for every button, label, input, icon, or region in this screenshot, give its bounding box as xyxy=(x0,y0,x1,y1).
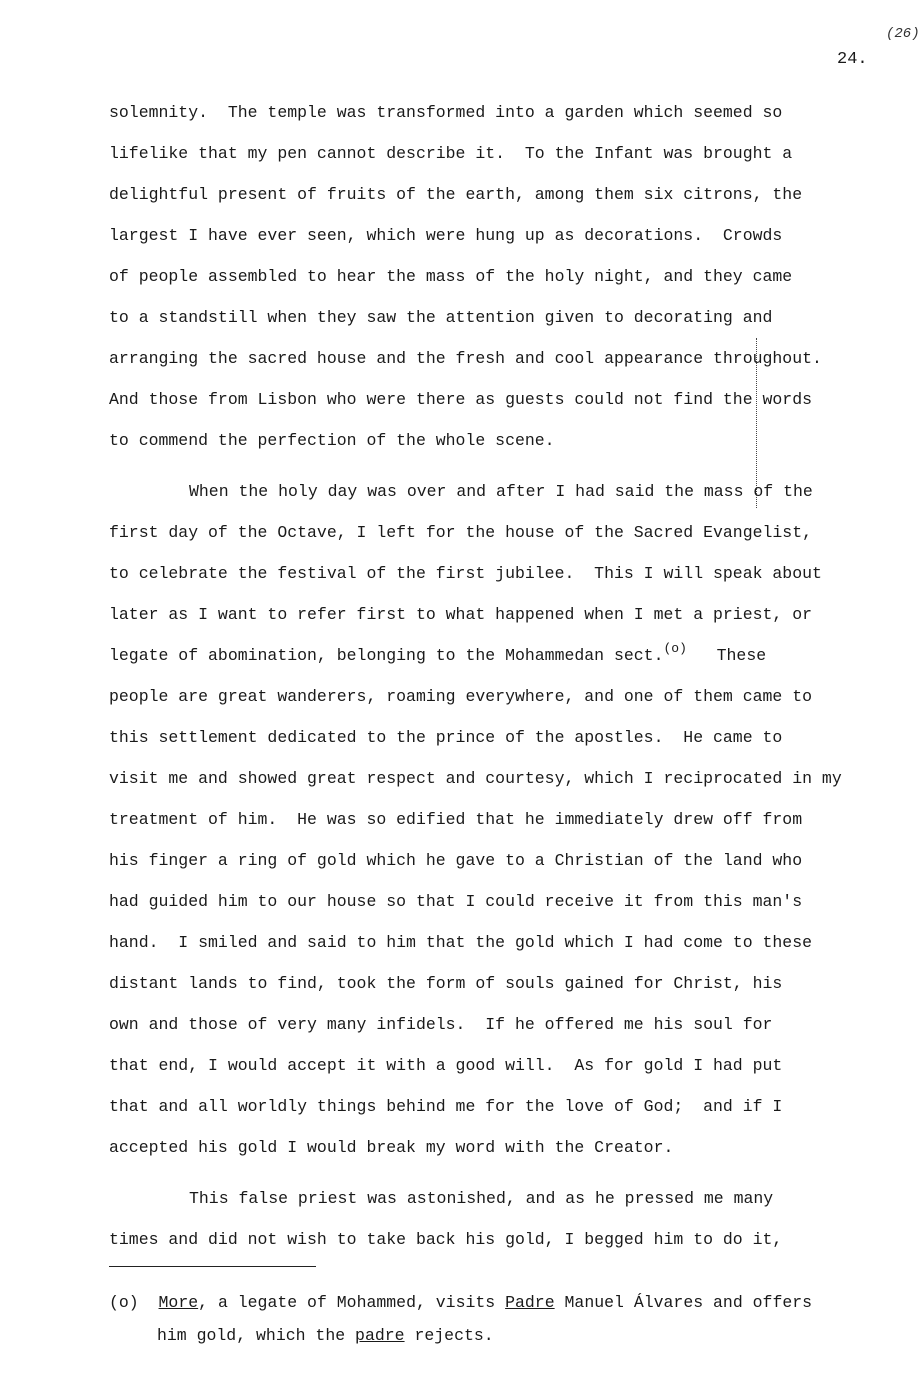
text-line: had guided him to our house so that I could receive it from this man's xyxy=(109,892,803,911)
footnote xyxy=(109,1286,899,1352)
footnote-reference: (o) xyxy=(663,641,687,656)
text-segment: These xyxy=(686,646,767,665)
text-line: to a standstill when they saw the attention given to decorating and xyxy=(109,308,773,327)
footnote-underlined-term: padre xyxy=(355,1326,405,1345)
text-line: And those from Lisbon who were there as guests could not find the words xyxy=(109,390,813,409)
footnote-marker: (o) xyxy=(109,1293,139,1312)
footnote-text: rejects. xyxy=(404,1326,494,1345)
pencil-mark xyxy=(756,338,757,508)
footnote-text: , a legate of Mohammed, visits xyxy=(198,1293,506,1312)
paragraph-1 xyxy=(109,92,899,461)
text-segment: legate of abomination, belonging to the Mohammedan sect. xyxy=(109,646,664,665)
text-line: largest I have ever seen, which were hung up as decorations. Crowds xyxy=(109,226,783,245)
text-line: that and all worldly things behind me for the love of God; and if I xyxy=(109,1097,783,1116)
text-line-with-note-ref xyxy=(109,635,899,676)
text-line: When the holy day was over and after I had said the mass of the xyxy=(189,482,813,501)
text-line: that end, I would accept it with a good will. As for gold I had put xyxy=(109,1056,783,1075)
text-line: own and those of very many infidels. If he offered me his soul for xyxy=(109,1015,773,1034)
text-line: hand. I smiled and said to him that the gold which I had come to these xyxy=(109,933,813,952)
paragraph-2 xyxy=(109,471,899,1168)
paragraph-3 xyxy=(109,1178,899,1260)
text-line: times and did not wish to take back his gold, I begged him to do it, xyxy=(109,1230,783,1249)
text-line: to commend the perfection of the whole scene. xyxy=(109,431,555,450)
text-line: to celebrate the festival of the first jubilee. This I will speak about xyxy=(109,564,822,583)
text-line: visit me and showed great respect and courtesy, which I reciprocated in my xyxy=(109,769,842,788)
body-text xyxy=(109,92,899,1260)
footnote-underlined-term: Padre xyxy=(505,1293,555,1312)
footnote-text: him gold, which the xyxy=(157,1326,356,1345)
text-line: this settlement dedicated to the prince of the apostles. He came to xyxy=(109,728,783,747)
text-line: This false priest was astonished, and as he pressed me many xyxy=(189,1189,774,1208)
text-line: lifelike that my pen cannot describe it. To the Infant was brought a xyxy=(109,144,793,163)
footnote-line xyxy=(109,1319,899,1352)
text-line: later as I want to refer first to what happened when I met a priest, or xyxy=(109,605,813,624)
text-line: people are great wanderers, roaming everywhere, and one of them came to xyxy=(109,687,813,706)
text-line: first day of the Octave, I left for the house of the Sacred Evangelist, xyxy=(109,523,813,542)
footnote-separator xyxy=(109,1266,316,1267)
archive-page-mark: (26) xyxy=(886,26,920,42)
text-line: solemnity. The temple was transformed into a garden which seemed so xyxy=(109,103,783,122)
page-number: 24. xyxy=(837,50,868,69)
text-line: treatment of him. He was so edified that he immediately drew off from xyxy=(109,810,803,829)
footnote-underlined-term: More xyxy=(158,1293,199,1312)
text-line: accepted his gold I would break my word with the Creator. xyxy=(109,1138,674,1157)
text-line: of people assembled to hear the mass of the holy night, and they came xyxy=(109,267,793,286)
text-line: his finger a ring of gold which he gave to a Christian of the land who xyxy=(109,851,803,870)
text-line: distant lands to find, took the form of souls gained for Christ, his xyxy=(109,974,783,993)
footnote-line xyxy=(109,1286,899,1319)
text-line: delightful present of fruits of the earth, among them six citrons, the xyxy=(109,185,803,204)
footnote-text: Manuel Álvares and offers xyxy=(554,1293,813,1312)
text-line: arranging the sacred house and the fresh and cool appearance throughout. xyxy=(109,349,822,368)
